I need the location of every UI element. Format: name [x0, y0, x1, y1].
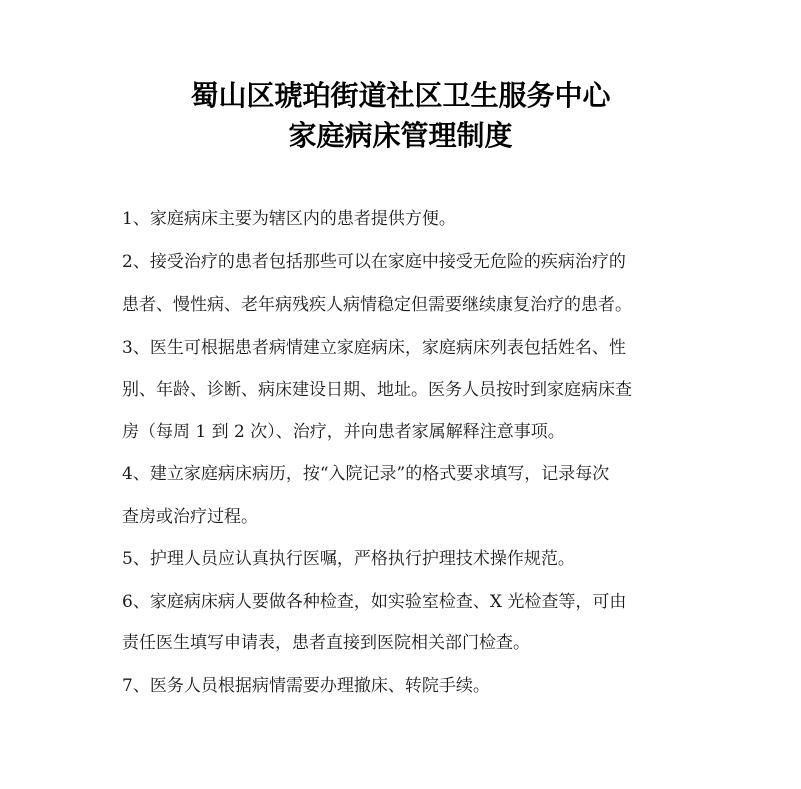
rule-6-line-1: 6、家庭病床病人要做各种检查，如实验室检查、X 光检查等，可由: [122, 592, 627, 612]
rule-3-line-2: 别、年龄、诊断、病床建设日期、地址。医务人员按时到家庭病床查: [122, 380, 632, 400]
rule-3-line-1: 3、医生可根据患者病情建立家庭病床，家庭病床列表包括姓名、性: [122, 338, 626, 358]
rule-5-line-1: 5、护理人员应认真执行医嘱，严格执行护理技术操作规范。: [122, 549, 575, 569]
document-title-policy: 家庭病床管理制度: [288, 119, 513, 152]
rule-6-line-2: 责任医生填写申请表，患者直接到医院相关部门检查。: [122, 633, 530, 653]
rule-4-line-1: 4、建立家庭病床病历，按“入院记录”的格式要求填写，记录每次: [122, 464, 610, 484]
rule-4-line-2: 查房或治疗过程。: [122, 507, 258, 527]
document-title-organization: 蜀山区琥珀街道社区卫生服务中心: [190, 79, 611, 112]
rule-1-line-1: 1、家庭病床主要为辖区内的患者提供方便。: [122, 209, 456, 229]
rule-7-line-1: 7、医务人员根据病情需要办理撤床、转院手续。: [122, 676, 490, 696]
rule-2-line-1: 2、接受治疗的患者包括那些可以在家庭中接受无危险的疾病治疗的: [122, 252, 626, 272]
rule-3-line-3: 房（每周 1 到 2 次）、治疗，并向患者家属解释注意事项。: [122, 422, 565, 442]
rule-2-line-2: 患者、慢性病、老年病残疾人病情稳定但需要继续康复治疗的患者。: [122, 295, 632, 315]
